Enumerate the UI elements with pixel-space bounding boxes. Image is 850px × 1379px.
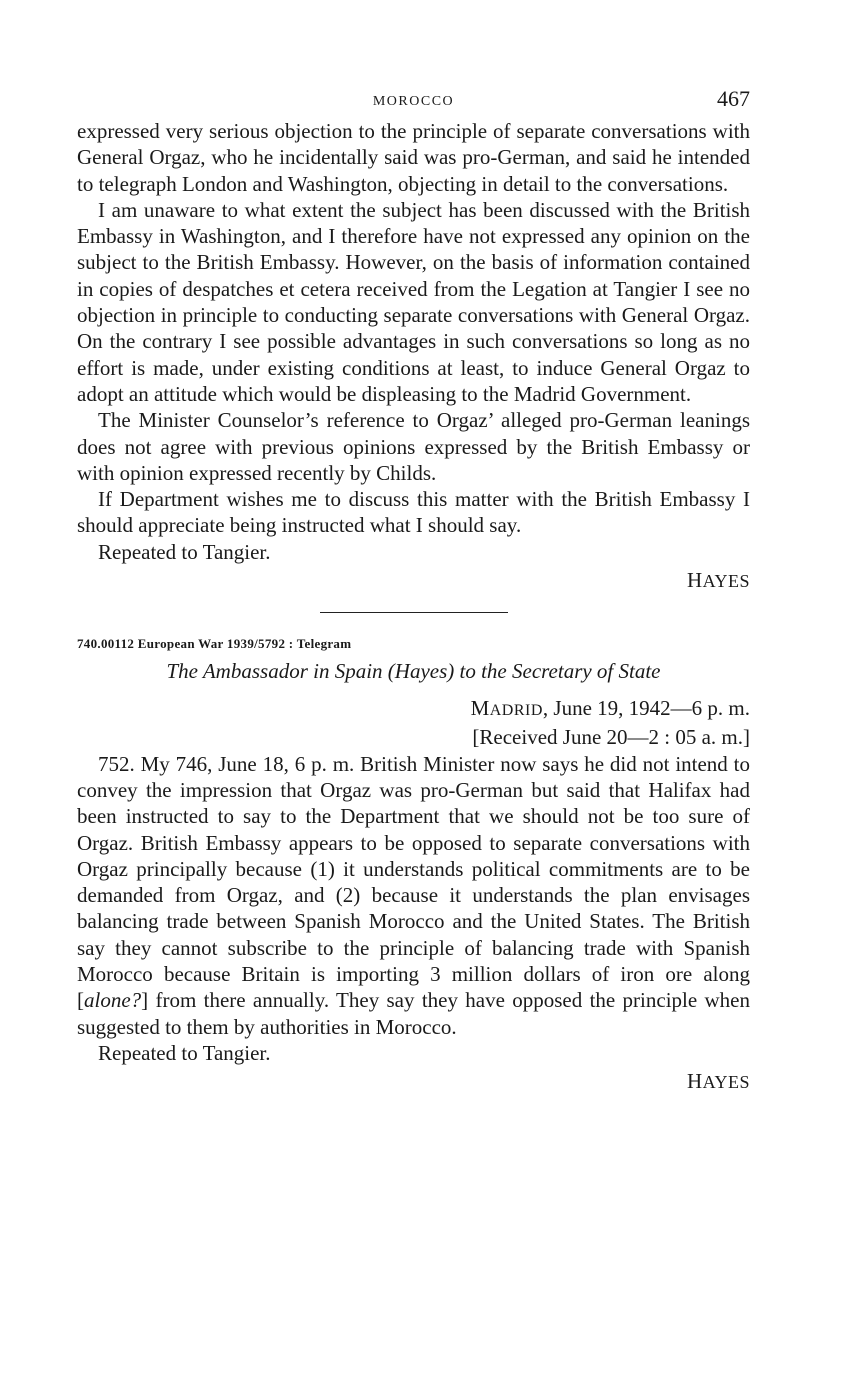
title-part-1: The Ambassador in Spain ( — [166, 659, 395, 684]
signature-initial: H — [686, 1069, 703, 1094]
paragraph-repeated-tangier: Repeated to Tangier. — [98, 539, 271, 564]
dateline — [77, 695, 750, 724]
telegram-body-part-2: ] from there annually. They say they have opposed the principle when suggested to them by authorities in Morocco. — [77, 988, 750, 1039]
paragraph-repeated-tangier-2: Repeated to Tangier. — [98, 1040, 271, 1065]
signature-hayes-1 — [77, 567, 750, 594]
page-number: 467 — [717, 86, 750, 111]
received-line: [Received June 20—2 : 05 a. m.] — [472, 725, 750, 750]
document-title — [77, 657, 750, 685]
document-page — [77, 84, 750, 1095]
file-reference: 740.00112 European War 1939/5792 : Telegram — [77, 636, 352, 652]
paragraph-minister-counselor: The Minister Counselor’s reference to Orgaz’ alleged pro-German leanings does not agree with previous opinions expressed by the British Embassy or with opinion expressed recently by Childs. — [77, 408, 750, 485]
telegram-body-emphasis: alone? — [84, 988, 142, 1013]
signature-hayes-2 — [77, 1068, 750, 1095]
signature-smallcaps: AYES — [702, 571, 750, 592]
title-name: Hayes — [394, 659, 448, 684]
telegram-body — [77, 751, 750, 1040]
running-header — [77, 84, 750, 118]
signature-initial: H — [686, 568, 703, 593]
title-part-2: ) to the Secretary of State — [447, 659, 661, 684]
paragraph-department-request: If Department wishes me to discuss this matter with the British Embassy I should appreciate being instructed what I should say. — [77, 487, 750, 538]
telegram-body-part-1: 752. My 746, June 18, 6 p. m. British Minister now says he did not intend to convey the impression that Orgaz was pro-German but said that Halifax had been instructed to say to the Department that we should not be too sure of Orgaz. British Embassy appears to be opposed to separate conversations with Orgaz principally because (1) it understands political commitments are to be demanded from Orgaz, and (2) because it understands the plan envisages balancing trade between Spanish Morocco and the United States. The British say they cannot subscribe to the principle of balancing trade with Spanish Morocco because Britain is importing 3 million dollars of iron ore along [ — [77, 751, 750, 1013]
header-title: MOROCCO — [372, 94, 455, 109]
paragraph-continuation: expressed very serious objection to the principle of separate conversations with General Orgaz, who he incidentally said was pro-German, and said he intended to telegraph London and Washington, objecting in detail to the conversations. — [77, 119, 750, 196]
paragraph-embassy-discussion: I am unaware to what extent the subject has been discussed with the British Embassy in Washington, and I therefore have not expressed any opinion on the subject to the British Embassy. However, on the basis of information contained in copies of despatches et cetera received from the Legation at Tangier I see no objection in principle to conducting separate conversations with General Orgaz. On the contrary I see possible advantages in such conversations so long as no effort is made, under existing conditions at least, to induce General Orgaz to adopt an attitude which would be displeasing to the Madrid Government. — [77, 197, 750, 406]
signature-smallcaps: AYES — [702, 1072, 750, 1093]
dateline-place-initial: M — [470, 696, 490, 721]
dateline-place — [470, 696, 543, 721]
section-divider — [320, 612, 508, 613]
dateline-date: , June 19, 1942—6 p. m. — [542, 696, 750, 721]
dateline-place-smallcaps: ADRID — [489, 702, 543, 720]
